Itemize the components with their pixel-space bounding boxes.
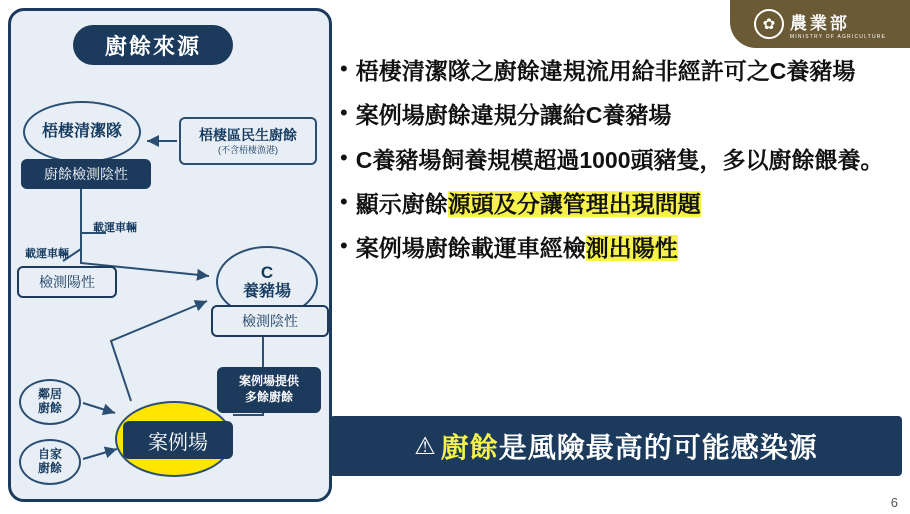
node-own-waste-line2: 廚餘 (37, 461, 62, 475)
footer-rest-text: 是風險最高的可能感染源 (498, 432, 818, 463)
logo-text (790, 9, 886, 40)
list-item (340, 56, 902, 86)
bullet-text (356, 56, 856, 86)
bullet-segment: C養豬場飼養規模超過1000頭豬隻，多以廚餘餵養。 (355, 146, 884, 173)
list-item (340, 189, 902, 219)
logo-chinese-name: 農業部 (789, 13, 850, 33)
bullet-dot-icon: • (340, 189, 348, 215)
node-case-farm-supplies-surplus (217, 367, 321, 413)
node-supplies-line2: 多餘廚餘 (244, 390, 293, 404)
logo-english-name: MINISTRY OF AGRICULTURE (789, 33, 887, 40)
node-supplies-line1: 案例場提供 (238, 374, 299, 389)
tag-test-positive: 檢測陽性 (17, 266, 117, 298)
node-neighbor-waste-line2: 廚餘 (37, 401, 62, 415)
node-wuqi-cleaning-team: 梧棲清潔隊 (23, 101, 141, 163)
bullet-text (356, 145, 884, 175)
bullet-segment: 案例場廚餘違規分讓給C養豬場 (355, 102, 672, 129)
node-wuqi-household-waste-label: 梧棲區民生廚餘 (199, 126, 297, 143)
list-item (340, 100, 902, 130)
bullet-list (340, 56, 902, 278)
bullet-segment: 案例場廚餘載運車經檢 (355, 235, 586, 262)
node-case-farm-label: 案例場 (123, 421, 233, 459)
bullet-dot-icon: • (340, 233, 348, 259)
node-wuqi-household-waste-note: (不含梧棲漁港) (218, 144, 278, 155)
bullet-text (356, 100, 672, 130)
bullet-segment-highlighted: 測出陽性 (585, 235, 678, 262)
ministry-logo (730, 0, 910, 48)
bullet-text (356, 233, 678, 263)
bullet-text (356, 189, 701, 219)
node-own-waste-line1: 自家 (37, 447, 62, 462)
list-item (340, 145, 902, 175)
footer-banner (330, 416, 902, 476)
diagram-panel (8, 8, 332, 502)
tag-wuqi-test-negative: 廚餘檢測陰性 (21, 159, 151, 189)
bullet-dot-icon: • (340, 56, 348, 81)
node-c-pig-farm-letter: C (260, 263, 274, 283)
bullet-segment: 顯示廚餘 (355, 191, 448, 218)
list-item (340, 233, 902, 263)
bullet-dot-icon: • (340, 144, 348, 170)
node-c-pig-farm-label: 養豬場 (242, 282, 291, 300)
bullet-segment: 梧棲清潔隊之廚餘違規流用給非經許可之C養豬場 (355, 58, 856, 84)
node-own-waste (19, 439, 81, 485)
bullet-segment-highlighted: 源頭及分讓管理出現問題 (447, 191, 701, 218)
page-number: 6 (890, 495, 898, 510)
node-neighbor-waste (19, 379, 81, 425)
bullet-dot-icon: • (340, 100, 348, 126)
edge-label-carrier-vehicle-1: 載運車輛 (93, 222, 137, 234)
tag-c-farm-test-negative: 檢測陰性 (211, 305, 329, 337)
diagram-title: 廚餘來源 (73, 25, 233, 65)
node-wuqi-household-waste (179, 117, 317, 165)
warning-icon: ⚠ (414, 432, 437, 460)
edge-label-carrier-vehicle-2: 載運車輛 (25, 248, 69, 260)
footer-highlight-text: 廚餘 (440, 432, 499, 463)
logo-mark-icon: ✿ (754, 9, 784, 39)
node-neighbor-waste-line1: 鄰居 (37, 387, 62, 402)
